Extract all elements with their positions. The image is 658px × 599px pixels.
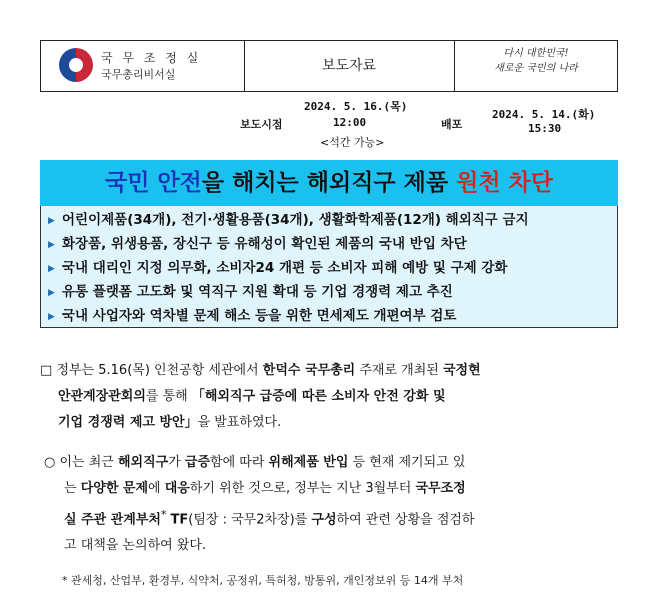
list-item: ▶ 국내 대리인 지정 의무화, 소비자24 개편 등 소비자 피해 예방 및 구제 강화 <box>42 256 616 280</box>
distribution-label: 배포 <box>441 118 463 131</box>
list-item: ▶ 어린이제품(34개), 전기·생활용품(34개), 생활화학제품(12개) 해외직구 금지 <box>42 208 616 232</box>
list-item: ▶ 화장품, 위생용품, 장신구 등 유해성이 확인된 제품의 국내 반입 차단 <box>42 232 616 256</box>
triangle-bullet-icon: ▶ <box>48 312 55 322</box>
headline-banner: 국민 안전을 해치는 해외직구 제품 원천 차단 <box>40 160 618 206</box>
release-time: 12:00 <box>333 116 367 129</box>
footnote: * 관세청, 산업부, 환경부, 식약처, 공정위, 특허청, 방통위, 개인정보위 등 14개 부처 <box>62 574 464 587</box>
government-logo-icon <box>59 48 93 82</box>
body-paragraph-2: ○ 이는 최근 해외직구가 급증함에 따라 위해제품 반입 등 현재 제기되고 있 는 다양한 문제에 대응하기 위한 것으로, 정부는 지난 3월부터 국무조정 실 주관 관계부처* TF(팀장 : 국무2차장)를 구성하여 관련 상황을 점검하 고 대책을 논의하여 왔다. <box>44 455 475 554</box>
header-divider <box>454 41 455 91</box>
release-note: <석간 가능> <box>320 136 385 149</box>
triangle-bullet-icon: ▶ <box>48 216 55 226</box>
summary-bullets <box>42 208 616 328</box>
slogan-handwriting: 다시 대한민국! 새로운 국민의 나라 <box>494 48 578 74</box>
triangle-bullet-icon: ▶ <box>48 264 55 274</box>
triangle-bullet-icon: ▶ <box>48 240 55 250</box>
triangle-bullet-icon: ▶ <box>48 288 55 298</box>
release-label: 보도시점 <box>240 118 283 131</box>
header-box <box>40 40 618 92</box>
org-sub-name: 국무총리비서실 <box>101 68 176 81</box>
document-type: 보도자료 <box>321 58 377 74</box>
list-item: ▶ 유통 플랫폼 고도화 및 역직구 지원 확대 등 기업 경쟁력 제고 추진 <box>42 280 616 304</box>
list-item: ▶ 국내 사업자와 역차별 문제 해소 등을 위한 면세제도 개편여부 검토 <box>42 304 616 328</box>
org-name: 국 무 조 정 실 <box>101 51 202 65</box>
distribution-time: 15:30 <box>528 122 562 135</box>
body-paragraph-1: □ 정부는 5.16(목) 인천공항 세관에서 한덕수 국무총리 주재로 개최된 국정현 안관계장관회의를 통해 「해외직구 급증에 따른 소비자 안전 강화 및 기업 경쟁력 제고 방안」을 발표하였다. <box>40 363 481 430</box>
release-date: 2024. 5. 16.(목) <box>304 100 408 113</box>
distribution-date: 2024. 5. 14.(화) <box>492 108 596 121</box>
